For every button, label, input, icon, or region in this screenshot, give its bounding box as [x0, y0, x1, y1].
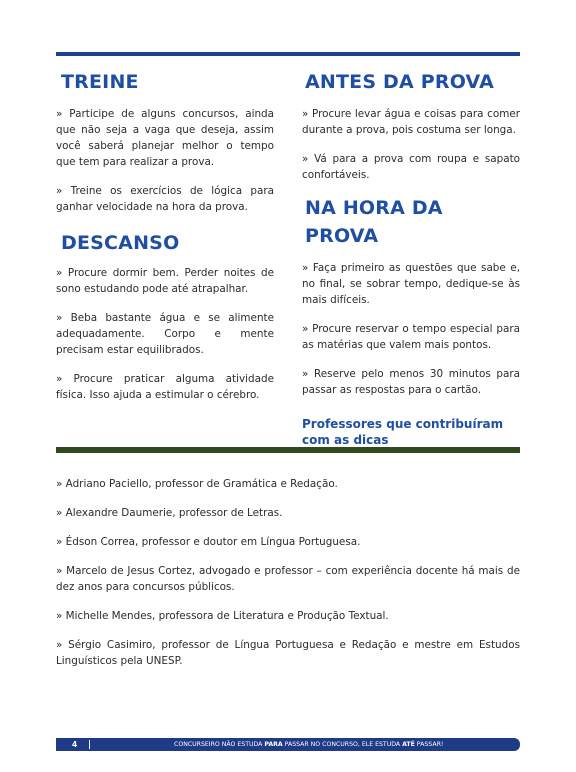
slogan-part: PASSAR NO CONCURSO, ELE ESTUDA — [282, 741, 403, 748]
tip-item: » Reserve pelo menos 30 minutos para passar as respostas para o cartão. — [302, 368, 520, 396]
list-item: » Édson Correa, professor e doutor em Língua Portuguesa. — [56, 536, 361, 548]
section-heading-descanso: DESCANSO — [61, 232, 180, 254]
slogan-emphasis: PARA — [264, 741, 283, 748]
list-item: » Sérgio Casimiro, professor de Língua Portuguesa e Redação e mestre em Estudos Linguísticos pela UNESP. — [56, 639, 520, 667]
tip-item: » Procure praticar alguma atividade física. Isso ajuda a estimular o cérebro. — [56, 373, 274, 401]
list-item: » Marcelo de Jesus Cortez, advogado e professor – com experiência docente há mais de dez anos para concursos públicos. — [56, 565, 520, 593]
section-heading-treine: TREINE — [61, 71, 139, 93]
left-column — [56, 68, 274, 403]
contributors-heading: Professores que contribuíram com as dicas — [302, 417, 504, 447]
footer-separator — [89, 740, 90, 749]
page-number: 4 — [72, 740, 78, 749]
top-rule — [56, 52, 520, 56]
section-divider — [56, 447, 520, 453]
slogan-part: CONCURSEIRO NÃO ESTUDA — [174, 741, 265, 748]
section-heading-antes-da-prova: ANTES DA PROVA — [305, 71, 495, 93]
tip-item: » Procure levar água e coisas para comer durante a prova, pois costuma ser longa. — [302, 108, 520, 136]
tip-item: » Beba bastante água e se alimente adequadamente. Corpo e mente precisam estar equilibrados. — [56, 312, 274, 356]
tip-item: » Procure reservar o tempo especial para as matérias que valem mais pontos. — [302, 323, 520, 351]
professors-list — [56, 476, 520, 682]
tip-item: » Participe de alguns concursos, ainda que não seja a vaga que deseja, assim você saberá planejar melhor o tempo que tem para realizar a prova. — [56, 108, 274, 168]
right-column — [302, 68, 520, 448]
tip-item: » Faça primeiro as questões que sabe e, no final, se sobrar tempo, dedique-se às mais difíceis. — [302, 262, 520, 306]
slogan-part: PASSAR! — [414, 741, 444, 748]
tip-item: » Treine os exercícios de lógica para ganhar velocidade na hora da prova. — [56, 185, 274, 213]
list-item: » Michelle Mendes, professora de Literatura e Produção Textual. — [56, 610, 389, 622]
tip-item: » Vá para a prova com roupa e sapato confortáveis. — [302, 153, 520, 181]
list-item: » Alexandre Daumerie, professor de Letras. — [56, 507, 283, 519]
section-heading-na-hora-da-prova: NA HORA DA PROVA — [305, 197, 443, 247]
tip-item: » Procure dormir bem. Perder noites de sono estudando pode até atrapalhar. — [56, 267, 274, 295]
list-item: » Adriano Paciello, professor de Gramática e Redação. — [56, 478, 338, 490]
slogan-emphasis: ATÉ — [402, 741, 415, 748]
footer-slogan — [174, 738, 443, 751]
page-footer — [56, 738, 520, 751]
